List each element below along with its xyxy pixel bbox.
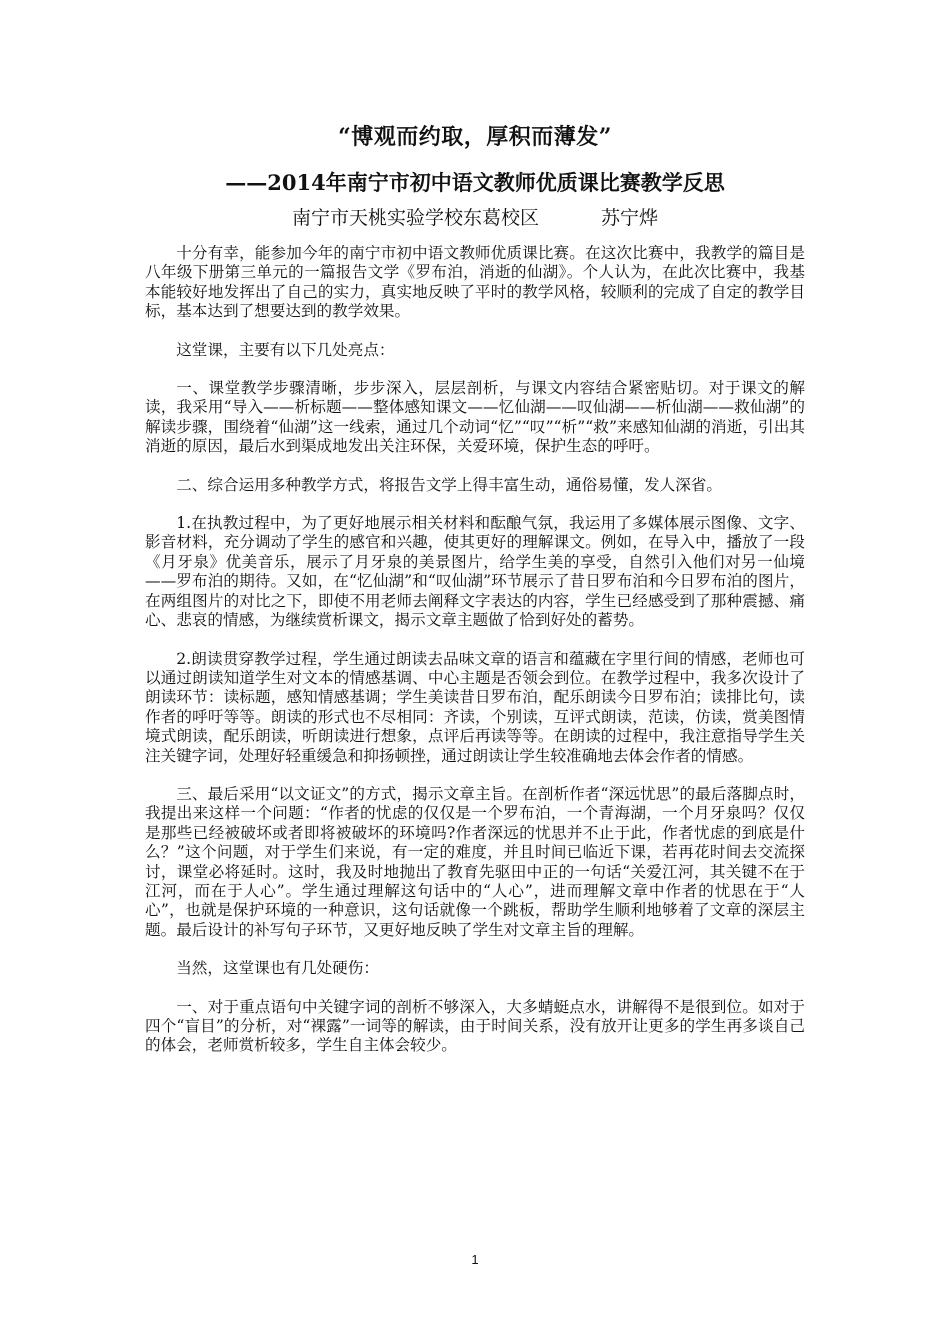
author-name: 苏宁烨: [601, 207, 659, 229]
paragraph: 二、综合运用多种教学方式，将报告文学上得丰富生动，通俗易懂，发人深省。: [176, 475, 722, 494]
paragraph: 1.在执教过程中，为了更好地展示相关材料和酝酿气氛，我运用了多媒体展示图像、文字、影音材料，充分调动了学生的感官和兴趣，使其更好的理解课文。例如，在导入中，播放了一段《月牙泉》优美音乐，展示了月牙泉的美景图片，给学生美的享受，自然引入他们对另一仙境——罗布泊的期待。又如，在“忆仙湖”和“叹仙湖”环节展示了昔日罗布泊和今日罗布泊的图片，在两组图片的对比之下，即使不用老师去阐释文字表达的内容，学生已经感受到了那种震撼、痛心、悲哀的情感，为继续赏析课文，揭示文章主题做了恰到好处的蓄势。: [145, 514, 805, 630]
paragraph: 2.朗读贯穿教学过程，学生通过朗读去品味文章的语言和蕴藏在字里行间的情感，老师也可以通过朗读知道学生对文本的情感基调、中心主题是否领会到位。在教学过程中，我多次设计了朗读环节：读标题，感知情感基调；学生美读昔日罗布泊，配乐朗读今日罗布泊；读排比句，读作者的呼吁等等。朗读的形式也不尽相同：齐读，个别读，互评式朗读，范读，仿读，赏美图情境式朗读，配乐朗读，听朗读进行想象，点评后再读等等。在朗读的过程中，我注意指导学生关注关键字词，处理好轻重缓急和抑扬顿挫，通过朗读让学生较准确地去体会作者的情感。: [145, 649, 805, 765]
paragraph: 一、对于重点语句中关键字词的剖析不够深入，大多蜻蜓点水，讲解得不是很到位。如对于四个“盲目”的分析，对“裸露”一词等的解读，由于时间关系，没有放开让更多的学生再多谈自己的体会，老师赏析较多，学生自主体会较少。: [145, 997, 805, 1055]
document-body: [145, 244, 805, 1075]
paragraph: 十分有幸，能参加今年的南宁市初中语文教师优质课比赛。在这次比赛中，我教学的篇目是八年级下册第三单元的一篇报告文学《罗布泊，消逝的仙湖》。个人认为，在此次比赛中，我基本能较好地发挥出了自己的实力，真实地反映了平时的教学风格，较顺利的完成了自定的教学目标，基本达到了想要达到的教学效果。: [145, 244, 805, 321]
page-number: 1: [471, 1252, 479, 1267]
paragraph: 三、最后采用“以文证文”的方式，揭示文章主旨。在剖析作者“深远忧思”的最后落脚点时，我提出来这样一个问题：“作者的忧虑的仅仅是一个罗布泊，一个青海湖，一个月牙泉吗？仅仅是那些已经被破坏或者即将被破坏的环境吗?作者深远的忧思并不止于此，作者忧虑的到底是什么？”这个问题，对于学生们来说，有一定的难度，并且时间已临近下课，若再花时间去交流探讨，课堂必将延时。这时，我及时地抛出了教育先驱田中正的一句话“关爱江河，其关键不在于江河，而在于人心”。学生通过理解这句话中的“人心”，进而理解文章中作者的忧思在于“人心”，也就是保护环境的一种意识，这句话就像一个跳板，帮助学生顺利地够着了文章的深层主题。最后设计的补写句子环节，又更好地反映了学生对文章主旨的理解。: [145, 784, 805, 939]
document-title: “博观而约取，厚积而薄发”: [338, 124, 612, 150]
paragraph: 当然，这堂课也有几处硬伤：: [176, 959, 379, 978]
document-subtitle: ——2014年南宁市初中语文教师优质课比赛教学反思: [225, 170, 725, 195]
author-school: 南宁市天桃实验学校东葛校区: [291, 207, 539, 229]
paragraph: 一、课堂教学步骤清晰，步步深入，层层剖析，与课文内容结合紧密贴切。对于课文的解读，我采用“导入——析标题——整体感知课文——忆仙湖——叹仙湖——析仙湖——救仙湖”的解读步骤，围绕着“仙湖”这一线索，通过几个动词“忆”“叹”“析”“救”来感知仙湖的消逝，引出其消逝的原因，最后水到渠成地发出关注环保，关爱环境，保护生态的呼吁。: [145, 379, 805, 456]
paragraph: 这堂课，主要有以下几处亮点：: [176, 340, 395, 359]
author-line: [0, 204, 950, 232]
